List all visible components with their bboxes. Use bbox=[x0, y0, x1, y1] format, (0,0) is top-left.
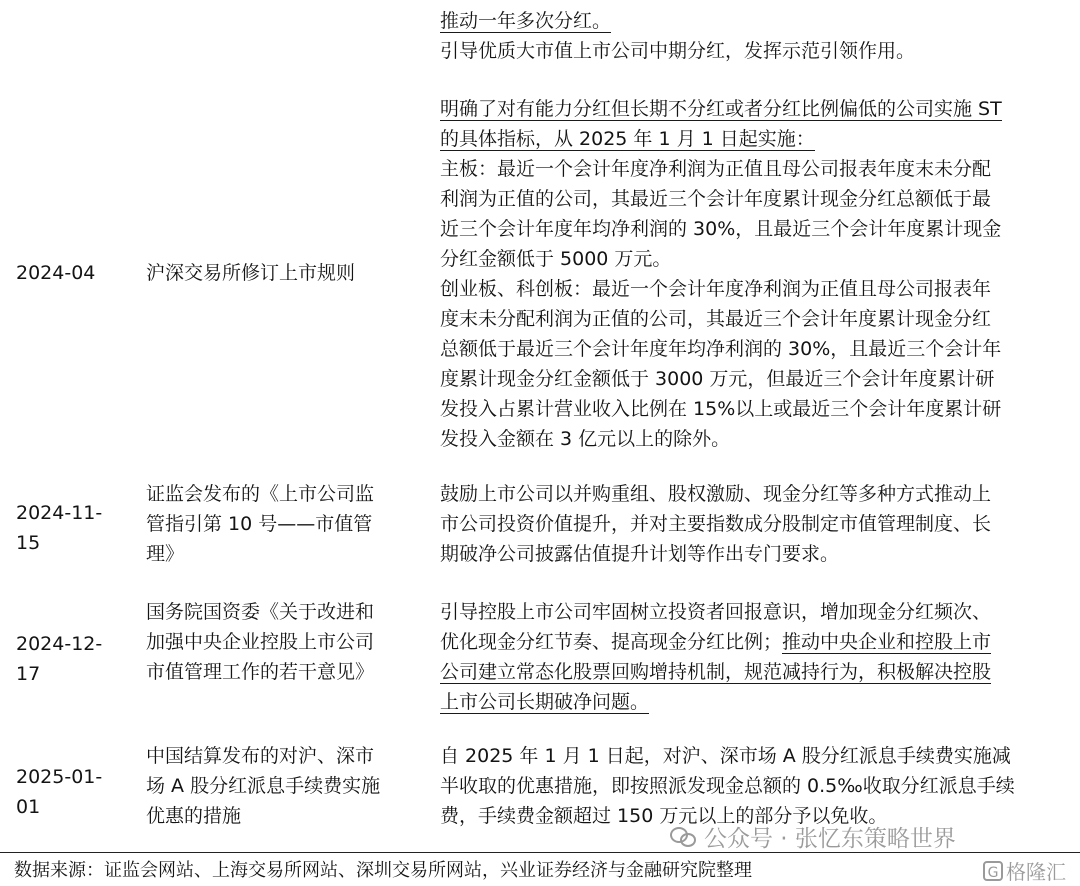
title-line: 证监会发布的《上市公司监 bbox=[146, 483, 375, 505]
desc-line: 发投入占累计营业收入比例在 15%以上或最近三个会计年度累计研 bbox=[440, 398, 1002, 420]
data-source-note: 数据来源：证监会网站、上海交易所网站、深圳交易所网站，兴业证券经济与金融研究院整理 bbox=[14, 860, 752, 881]
watermark-text: 公众号 · 张忆东策略世界 bbox=[704, 826, 956, 852]
desc-line: 自 2025 年 1 月 1 日起，对沪、深市场 A 股分红派息手续费实施减 bbox=[440, 745, 1011, 767]
desc-line: 发投入金额在 3 亿元以上的除外。 bbox=[440, 428, 731, 450]
title-line: 管指引第 10 号——市值管 bbox=[146, 513, 373, 535]
gelonghui-text: 格隆汇 bbox=[1006, 860, 1066, 884]
date-line: 15 bbox=[16, 532, 41, 554]
row2-description bbox=[440, 479, 991, 569]
title-line: 场 A 股分红派息手续费实施 bbox=[146, 775, 381, 797]
title-line: 优惠的措施 bbox=[146, 805, 242, 827]
row2-title bbox=[146, 479, 374, 569]
desc-segment-underlined: 推动中央企业和控股上市 bbox=[782, 631, 992, 653]
desc-line: 度末未分配利润为正值的公司，其最近三个会计年度累计现金分红 bbox=[440, 308, 992, 330]
footer-divider bbox=[0, 852, 1080, 853]
title-line: 国务院国资委《关于改进和 bbox=[146, 601, 375, 623]
row4-description bbox=[440, 741, 1015, 831]
row1-title: 沪深交易所修订上市规则 bbox=[146, 262, 356, 284]
desc-line: 市公司投资价值提升，并对主要指数成分股制定市值管理制度、长 bbox=[440, 513, 992, 535]
desc-segment: 优化现金分红节奏、提高现金分红比例； bbox=[440, 631, 783, 653]
desc-line: 的具体指标，从 2025 年 1 月 1 日起实施： bbox=[440, 128, 815, 150]
desc-line: 半收取的优惠措施，即按照派发现金总额的 0.5‰收取分红派息手续 bbox=[440, 775, 1015, 797]
desc-line: 明确了对有能力分红但长期不分红或者分红比例偏低的公司实施 ST bbox=[440, 98, 1002, 120]
desc-line: 引导优质大市值上市公司中期分红，发挥示范引领作用。 bbox=[440, 40, 916, 62]
wechat-icon bbox=[670, 825, 698, 849]
row3-description bbox=[440, 597, 991, 717]
row0-description bbox=[440, 6, 915, 66]
desc-line: 费，手续费金额超过 150 万元以上的部分予以免收。 bbox=[440, 805, 888, 827]
row2-date bbox=[16, 498, 102, 558]
date-line: 2024-11- bbox=[16, 502, 103, 524]
desc-line: 利润为正值的公司，其最近三个会计年度累计现金分红总额低于最 bbox=[440, 188, 992, 210]
row3-title bbox=[146, 597, 374, 687]
title-line: 理》 bbox=[146, 543, 185, 565]
row1-description bbox=[440, 94, 1002, 454]
desc-line: 上市公司长期破净问题。 bbox=[440, 691, 650, 713]
title-line: 中国结算发布的对沪、深市 bbox=[146, 745, 375, 767]
desc-line: 主板：最近一个会计年度净利润为正值且母公司报表年度末未分配 bbox=[440, 158, 992, 180]
desc-line: 分红金额低于 5000 万元。 bbox=[440, 248, 672, 270]
desc-line: 总额低于最近三个会计年度年均净利润的 30%，且最近三个会计年 bbox=[440, 338, 1002, 360]
desc-line: 鼓励上市公司以并购重组、股权激励、现金分红等多种方式推动上 bbox=[440, 483, 992, 505]
row1-date: 2024-04 bbox=[16, 262, 96, 284]
wechat-watermark bbox=[670, 820, 956, 853]
desc-line: 期破净公司披露估值提升计划等作出专门要求。 bbox=[440, 543, 840, 565]
title-line: 加强中央企业控股上市公司 bbox=[146, 631, 375, 653]
date-line: 2024-12- bbox=[16, 633, 103, 655]
desc-line: 引导控股上市公司牢固树立投资者回报意识，增加现金分红频次、 bbox=[440, 601, 992, 623]
desc-line: 度累计现金分红金额低于 3000 万元，但最近三个会计年度累计研 bbox=[440, 368, 995, 390]
date-line: 01 bbox=[16, 796, 41, 818]
gelonghui-logo-icon: G bbox=[983, 861, 1003, 881]
title-line: 市值管理工作的若干意见》 bbox=[146, 661, 375, 683]
date-line: 17 bbox=[16, 663, 41, 685]
desc-line: 近三个会计年度年均净利润的 30%，且最近三个会计年度累计现金 bbox=[440, 218, 1002, 240]
row4-title bbox=[146, 741, 380, 831]
desc-line bbox=[440, 627, 991, 657]
gelonghui-watermark bbox=[983, 856, 1066, 885]
desc-line: 推动一年多次分红。 bbox=[440, 10, 612, 32]
desc-line: 公司建立常态化股票回购增持机制，规范减持行为，积极解决控股 bbox=[440, 661, 992, 683]
row3-date bbox=[16, 629, 102, 689]
date-line: 2025-01- bbox=[16, 766, 103, 788]
row4-date bbox=[16, 762, 102, 822]
desc-line: 创业板、科创板：最近一个会计年度净利润为正值且母公司报表年 bbox=[440, 278, 992, 300]
